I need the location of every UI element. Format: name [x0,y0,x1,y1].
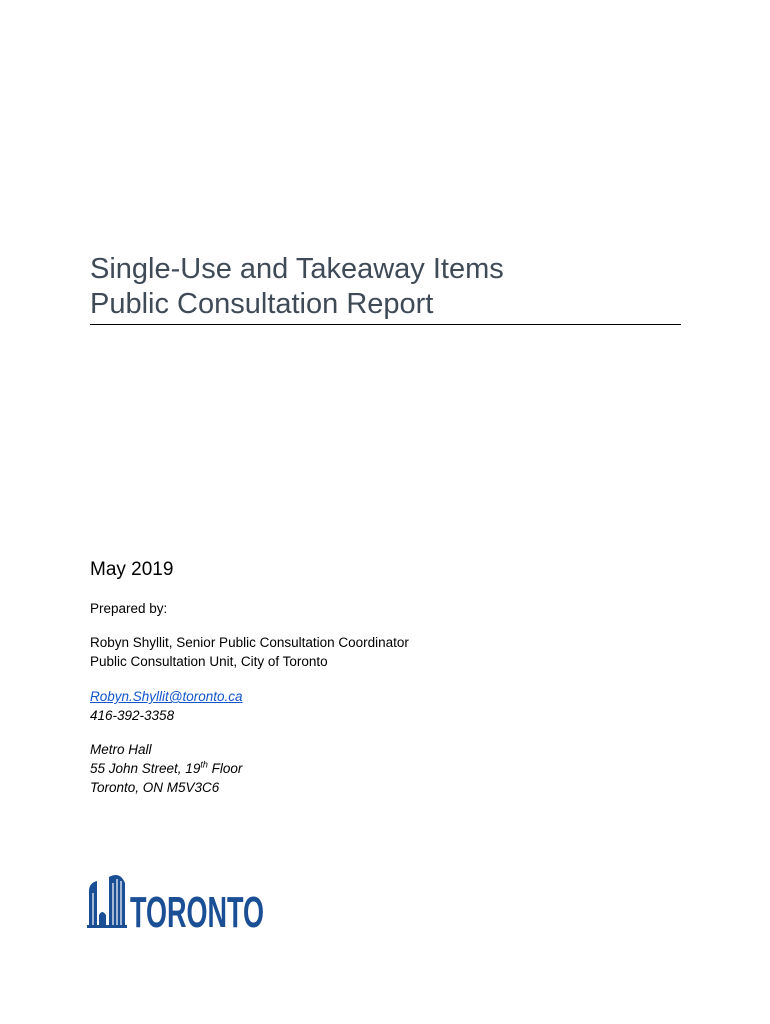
email-link[interactable]: Robyn.Shyllit@toronto.ca [90,689,243,704]
address-city: Toronto, ON M5V3C6 [90,780,220,795]
author-unit: Public Consultation Unit, City of Toronto [90,654,328,669]
phone-number: 416-392-3358 [90,708,175,723]
address-building: Metro Hall [90,742,152,757]
author-block [90,633,409,671]
address-street-prefix: 55 John Street, 19 [90,761,201,776]
report-date: May 2019 [90,559,174,580]
report-title [90,252,681,325]
address-street-superscript: th [200,759,208,770]
city-hall-towers-icon [87,875,127,928]
logo-wordmark: TORONTO [130,888,264,937]
prepared-by-label: Prepared by: [90,601,168,616]
report-title-line-1: Single-Use and Takeaway Items [90,253,504,285]
address-street-suffix: Floor [207,761,243,776]
contact-block [90,687,243,725]
author-name-title: Robyn Shyllit, Senior Public Consultation Coordinator [90,635,409,650]
address-street [90,759,242,778]
address-block [90,740,242,797]
report-title-line-2: Public Consultation Report [90,288,434,320]
toronto-logo [87,871,267,937]
